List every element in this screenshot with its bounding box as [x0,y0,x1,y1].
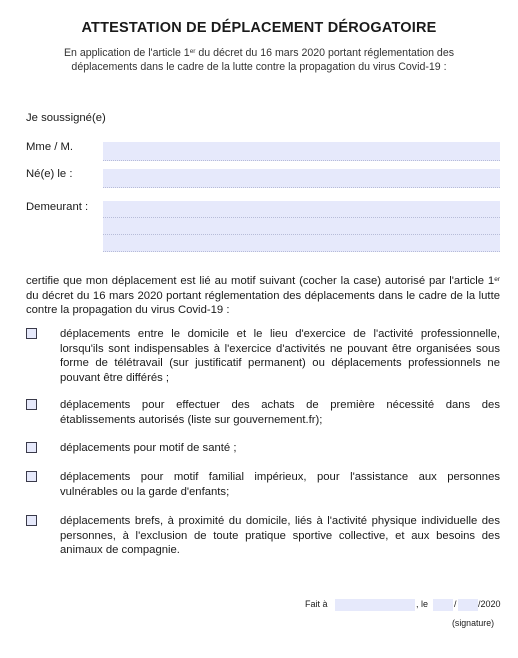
certify-text-2: du décret du 16 mars 2020 portant réglementation des déplacements dans le cadre de la lutte contre la propagation du virus Covid-19 : [26,289,500,316]
document-subtitle [40,46,478,74]
checkbox-exercise[interactable] [26,515,37,526]
signature-label: (signature) [452,618,495,628]
year-label: /2020 [478,599,501,609]
signature-row [305,599,505,613]
option-professional-text: déplacements entre le domicile et le lieu d'exercice de l'activité professionnelle, lorsqu'ils sont indispensables à l'exercice d'activités ne pouvant être organisées sous forme de télétravail (sur justificatif permanent) ou déplacements professionnels ne pouvant être différés ; [60,328,500,384]
certify-text-1: certifie que mon déplacement est lié au motif suivant (cocher la case) autorisé par l'article 1 [26,275,495,287]
day-field[interactable] [433,599,453,611]
date-slash: / [454,599,457,609]
checkbox-family[interactable] [26,471,37,482]
birthdate-label: Né(e) le : [26,168,73,180]
checkbox-professional[interactable] [26,328,37,339]
option-health-text: déplacements pour motif de santé ; [60,442,237,454]
address-field[interactable] [103,201,500,252]
certify-superscript: er [494,276,500,283]
name-label: Mme / M. [26,141,74,153]
birthdate-field[interactable] [103,169,500,188]
name-field[interactable] [103,142,500,161]
subtitle-superscript: er [189,48,196,55]
address-line-1 [103,217,500,218]
option-family-text: déplacements pour motif familial impérieux, pour l'assistance aux personnes vulnérables ou la garde d'enfants; [60,471,500,498]
place-field[interactable] [335,599,415,611]
fait-a-label: Fait à [305,599,328,609]
address-line-2 [103,234,500,235]
subtitle-text-1: En application de l'article 1 [63,47,190,59]
document-title: ATTESTATION DE DÉPLACEMENT DÉROGATOIRE [81,20,437,36]
checkbox-purchases[interactable] [26,399,37,410]
certify-paragraph [26,274,500,318]
address-label: Demeurant : [26,201,89,213]
option-purchases-text: déplacements pour effectuer des achats de première nécessité dans des établissements autorisés (liste sur gouvernement.fr); [60,399,500,426]
month-field[interactable] [458,599,478,611]
subtitle-text-2: du décret du 16 mars 2020 portant réglementation des déplacements dans le cadre de la lutte contre la propagation du virus Covid-19 : [71,47,455,73]
soussigne-label: Je soussigné(e) [26,112,106,124]
option-exercise-text: déplacements brefs, à proximité du domicile, liés à l'activité physique individuelle des personnes, à l'exclusion de toute pratique sportive collective, et aux besoins des animaux de compagnie. [60,515,500,556]
date-le-label: , le [416,599,429,609]
checkbox-health[interactable] [26,442,37,453]
